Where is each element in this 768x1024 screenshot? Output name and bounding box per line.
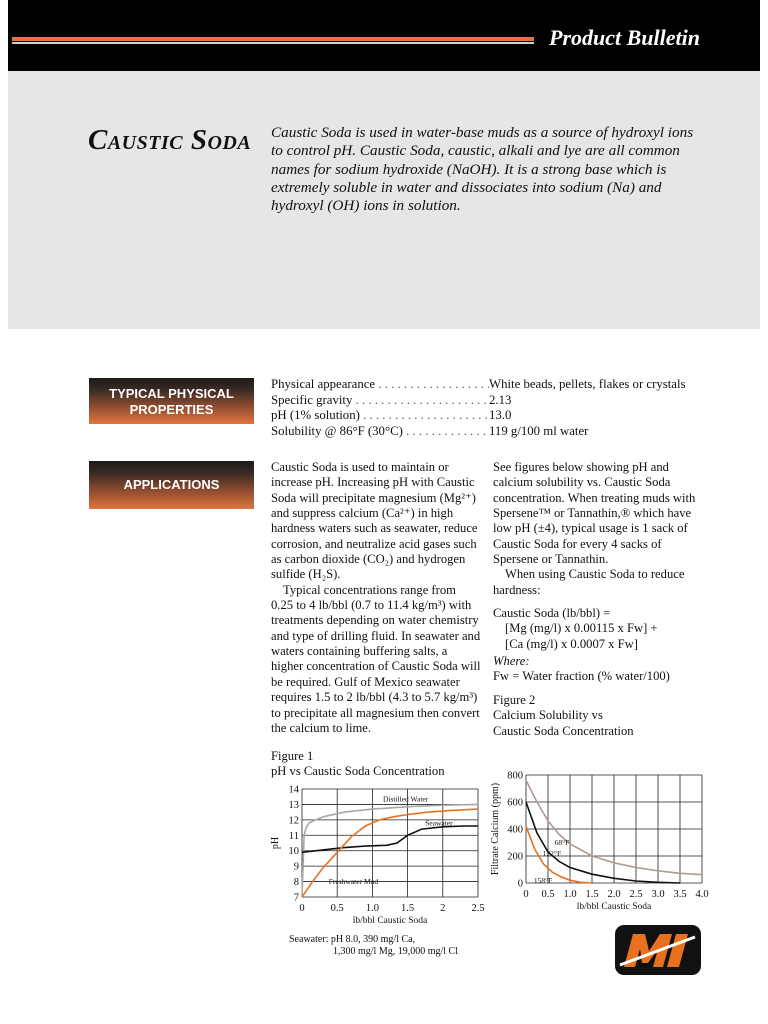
applications-paragraph: When using Caustic Soda to reduce hardness: <box>493 567 685 597</box>
formula-line: [Mg (mg/l) x 0.00115 x Fw] + <box>505 621 658 636</box>
applications-paragraph: See figures below showing pH and calcium solubility vs. Caustic Soda concentration. When treating muds with Spersene™ or Tannathin,® which have low pH (±4), typical usage is 1 sack of Caustic Soda for every 4 sacks of Spersene or Tannathin. <box>493 460 696 567</box>
property-key: pH (1% solution) . . . <box>271 408 489 424</box>
figure-2-number: Figure 2 <box>493 692 536 707</box>
bulletin-title: Product Bulletin <box>549 25 700 50</box>
x-tick-label: 0 <box>523 889 529 900</box>
y-tick-label: 200 <box>507 851 523 863</box>
figure-1-number: Figure 1 <box>271 749 314 763</box>
property-value: 13.0 <box>489 408 512 422</box>
properties-table <box>271 377 721 439</box>
where-definition: Fw = Water fraction (% water/100) <box>493 669 670 684</box>
formula-line: Caustic Soda (lb/bbl) = <box>493 606 611 621</box>
calcium-chart <box>488 767 710 917</box>
property-key: Physical appearance . . . <box>271 377 489 393</box>
property-row <box>271 424 721 440</box>
y-tick-label: 13 <box>288 799 299 811</box>
applications-paragraph: Typical concentrations range from 0.25 to 4 lb/bbl (0.7 to 11.4 kg/m³) with treatments depending on water chemistry and type of drilling fluid. In seawater and waters containing buffering salts, a higher concentration of Caustic Soda will be required. Gulf of Mexico seawater requires 1.5 to 2 lb/bbl (4.3 to 5.7 kg/m³) to precipitate all magnesium then convert the calcium to lime. <box>271 582 481 735</box>
applications-column-2 <box>493 460 708 739</box>
section-label-properties: TYPICAL PHYSICAL PROPERTIES <box>89 378 254 424</box>
applications-column-1 <box>271 460 481 736</box>
ph-chart <box>268 783 490 933</box>
x-tick-label: 3.5 <box>673 889 687 900</box>
x-tick-label: 1.0 <box>563 889 577 900</box>
section-label-applications: APPLICATIONS <box>89 461 254 509</box>
x-tick-label: 2.0 <box>607 889 621 900</box>
y-tick-label: 12 <box>288 815 299 827</box>
y-tick-label: 8 <box>293 877 299 889</box>
dosage-formula <box>493 606 708 652</box>
y-tick-label: 800 <box>507 770 523 782</box>
applications-paragraph: Caustic Soda is used to maintain or increase pH. Increasing pH with Caustic Soda will precipitate magnesium (Mg²⁺) and suppress calcium (Ca²⁺) in high hardness waters such as seawater, reduce corrosion, and neutralize acid gases such as carbon dioxide (CO₂) and hydrogen sulfide (H₂S). <box>271 460 478 582</box>
product-intro: Caustic Soda is used in water-base muds as a source of hydroxyl ions to control pH. Caustic Soda, caustic, alkali and lye are all common names for sodium hydroxide (NaOH). It is a strong base which is extremely soluble in water and dissociates into sodium (Na) and hydroxyl (OH) ions in solution. <box>271 124 694 215</box>
y-tick-label: 7 <box>293 892 299 904</box>
y-tick-label: 14 <box>288 784 299 796</box>
figure-1-title: pH vs Caustic Soda Concentration <box>271 764 445 779</box>
x-tick-label: 2.5 <box>629 889 643 900</box>
footnote-line: Seawater: pH 8.0, 390 mg/l Ca, <box>289 934 416 945</box>
series-label: Seawater <box>425 818 453 828</box>
property-value: 2.13 <box>489 392 512 407</box>
product-title: Caustic Soda <box>88 124 252 156</box>
x-tick-label: 3.0 <box>651 889 665 900</box>
figure-2-title-line: Calcium Solubility vs <box>493 708 603 723</box>
y-tick-label: 10 <box>288 846 299 858</box>
figure-1-footnote <box>289 934 458 958</box>
x-tick-label: 2.5 <box>471 903 485 914</box>
x-tick-label: 1.5 <box>401 903 415 914</box>
y-tick-label: 600 <box>507 797 523 809</box>
mi-logo <box>615 925 701 975</box>
y-tick-label: 11 <box>288 830 299 842</box>
series-label: 68°F <box>554 838 570 848</box>
footnote-line: 1,300 mg/l Mg, 19,000 mg/l Cl <box>333 946 459 957</box>
x-tick-label: 0.5 <box>541 889 555 900</box>
header-orange-stripe <box>12 37 534 41</box>
x-tick-label: 1.5 <box>585 889 599 900</box>
x-tick-label: 4.0 <box>695 889 709 900</box>
property-row <box>271 377 721 393</box>
figure-2-title-line: Caustic Soda Concentration <box>493 723 634 738</box>
series-label: Distilled Water <box>382 794 429 804</box>
formula-line: [Ca (mg/l) x 0.0007 x Fw] <box>505 636 638 651</box>
series-label: Freshwater Mud <box>328 876 379 886</box>
series-line <box>302 826 478 852</box>
x-axis-label: lb/bbl Caustic Soda <box>352 916 428 926</box>
x-tick-label: 1.0 <box>365 903 379 914</box>
y-axis-label: Filtrate Calcium (ppm) <box>490 782 501 876</box>
property-value: White beads, pellets, flakes or crystals <box>489 377 686 391</box>
figure-2-caption <box>493 693 708 739</box>
header-bar <box>8 0 760 71</box>
property-value: 119 g/100 ml water <box>489 423 589 438</box>
series-label: 158°F <box>533 876 553 885</box>
property-key: Specific gravity . . . <box>271 393 489 409</box>
y-axis-label: pH <box>270 836 281 850</box>
y-tick-label: 400 <box>507 824 523 836</box>
x-tick-label: 0.5 <box>330 903 344 914</box>
property-key: Solubility @ 86°F (30°C) . . . <box>271 424 489 440</box>
figure-1-caption <box>271 749 445 780</box>
header-grey-stripe <box>12 42 534 44</box>
series-label: 122°F <box>542 849 562 858</box>
y-tick-label: 9 <box>293 861 299 873</box>
x-tick-label: 0 <box>299 903 305 914</box>
where-label: Where: <box>493 654 530 669</box>
x-axis-label: lb/bbl Caustic Soda <box>576 902 652 912</box>
property-row <box>271 408 721 424</box>
y-tick-label: 0 <box>517 878 523 890</box>
x-tick-label: 2 <box>440 903 446 914</box>
property-row <box>271 393 721 409</box>
